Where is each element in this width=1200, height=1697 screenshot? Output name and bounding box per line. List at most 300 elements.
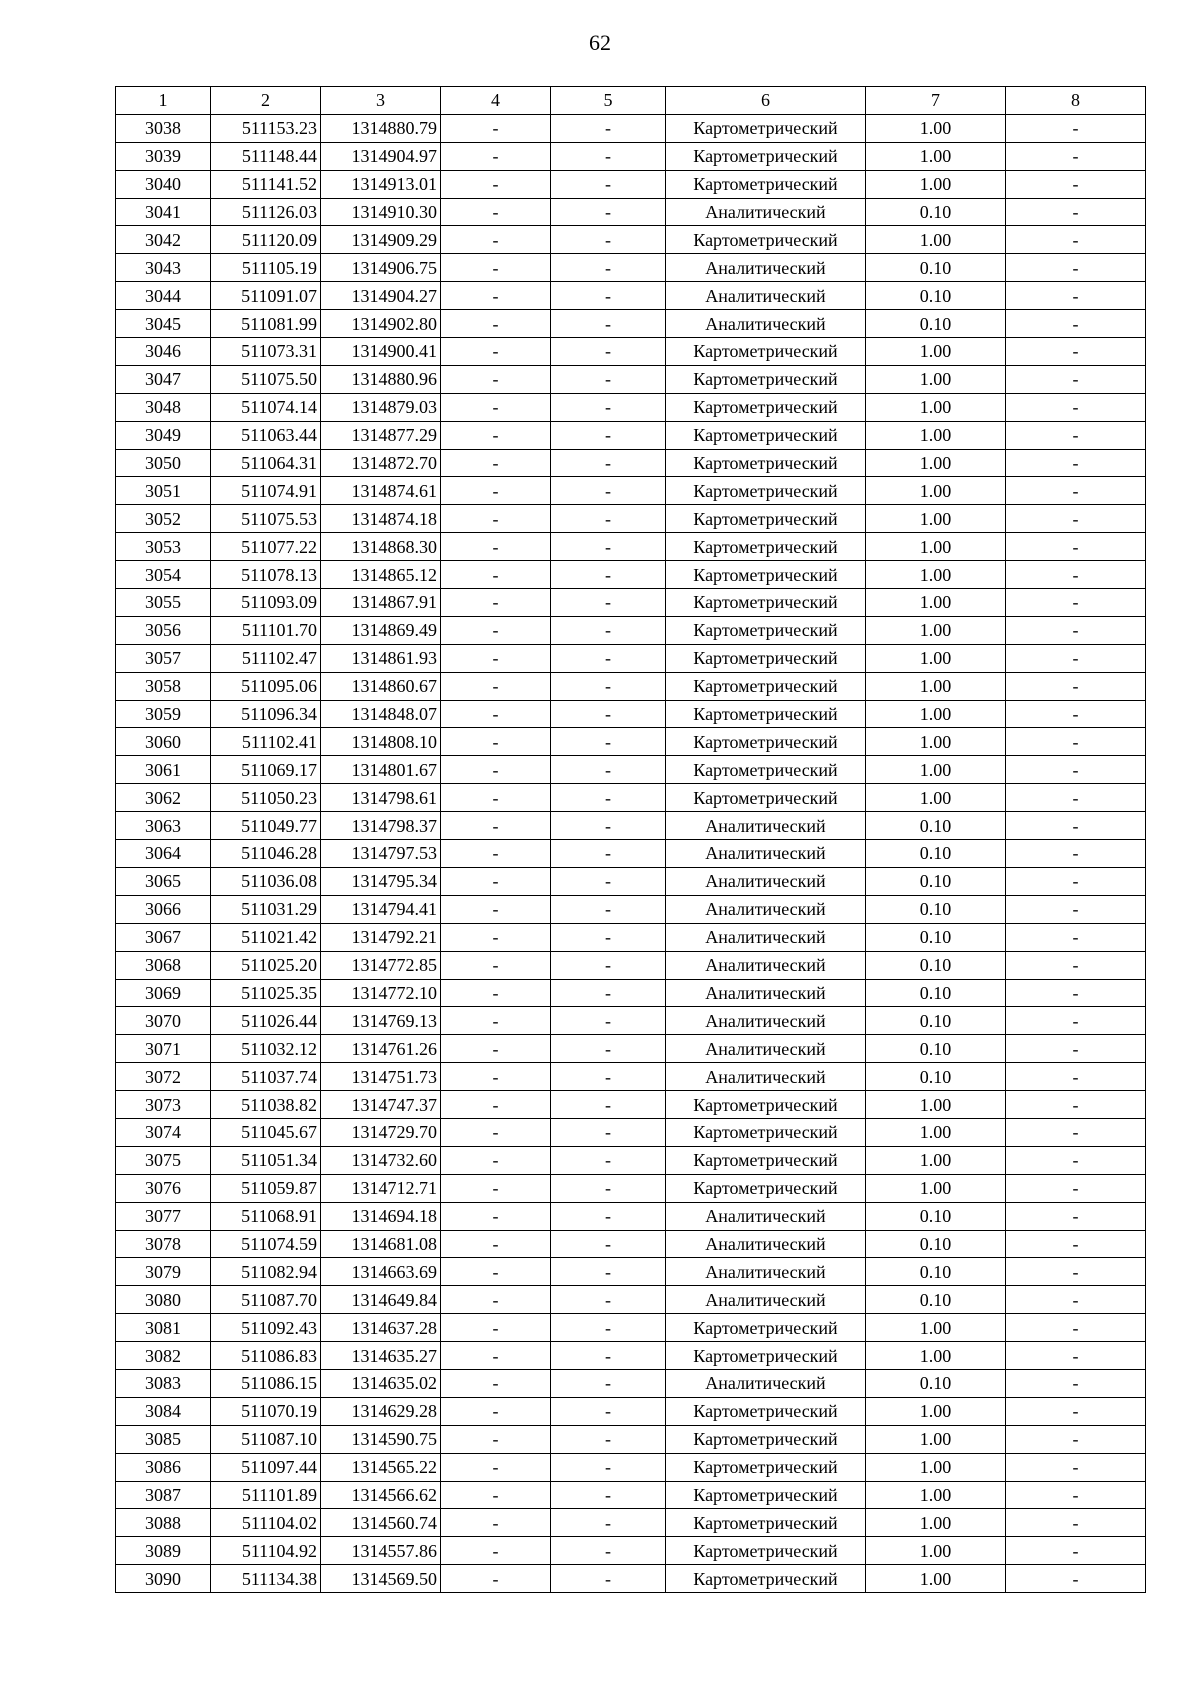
col8-cell: - [1006, 254, 1146, 282]
table-row [116, 812, 1146, 840]
column-header: 8 [1006, 87, 1146, 115]
method-cell: Картометрический [666, 533, 866, 561]
accuracy-cell: 1.00 [866, 1174, 1006, 1202]
x-coordinate-cell: 511073.31 [211, 338, 321, 366]
table-row [116, 1342, 1146, 1370]
accuracy-cell: 1.00 [866, 672, 1006, 700]
accuracy-cell: 0.10 [866, 867, 1006, 895]
col8-cell: - [1006, 142, 1146, 170]
accuracy-cell: 1.00 [866, 1146, 1006, 1174]
col5-cell: - [551, 1146, 666, 1174]
col5-cell: - [551, 1397, 666, 1425]
table-row [116, 338, 1146, 366]
x-coordinate-cell: 511093.09 [211, 589, 321, 617]
point-number-cell: 3078 [116, 1230, 211, 1258]
method-cell: Картометрический [666, 1397, 866, 1425]
x-coordinate-cell: 511037.74 [211, 1063, 321, 1091]
accuracy-cell: 0.10 [866, 979, 1006, 1007]
x-coordinate-cell: 511074.14 [211, 393, 321, 421]
y-coordinate-cell: 1314872.70 [321, 449, 441, 477]
method-cell: Картометрический [666, 1118, 866, 1146]
table-row [116, 784, 1146, 812]
accuracy-cell: 0.10 [866, 1007, 1006, 1035]
x-coordinate-cell: 511126.03 [211, 198, 321, 226]
col4-cell: - [441, 812, 551, 840]
col8-cell: - [1006, 505, 1146, 533]
y-coordinate-cell: 1314880.96 [321, 365, 441, 393]
method-cell: Картометрический [666, 226, 866, 254]
point-number-cell: 3059 [116, 700, 211, 728]
point-number-cell: 3088 [116, 1509, 211, 1537]
column-header: 5 [551, 87, 666, 115]
y-coordinate-cell: 1314848.07 [321, 700, 441, 728]
method-cell: Аналитический [666, 1286, 866, 1314]
y-coordinate-cell: 1314663.69 [321, 1258, 441, 1286]
accuracy-cell: 1.00 [866, 449, 1006, 477]
method-cell: Картометрический [666, 1314, 866, 1342]
point-number-cell: 3053 [116, 533, 211, 561]
method-cell: Аналитический [666, 1035, 866, 1063]
col8-cell: - [1006, 589, 1146, 617]
col5-cell: - [551, 1286, 666, 1314]
x-coordinate-cell: 511077.22 [211, 533, 321, 561]
table-row [116, 700, 1146, 728]
table-row [116, 310, 1146, 338]
method-cell: Картометрический [666, 1342, 866, 1370]
method-cell: Картометрический [666, 365, 866, 393]
table-row [116, 1565, 1146, 1593]
col4-cell: - [441, 1118, 551, 1146]
accuracy-cell: 1.00 [866, 616, 1006, 644]
col5-cell: - [551, 282, 666, 310]
y-coordinate-cell: 1314865.12 [321, 561, 441, 589]
point-number-cell: 3083 [116, 1369, 211, 1397]
point-number-cell: 3049 [116, 421, 211, 449]
table-row [116, 1537, 1146, 1565]
col8-cell: - [1006, 338, 1146, 366]
col8-cell: - [1006, 1565, 1146, 1593]
y-coordinate-cell: 1314797.53 [321, 840, 441, 868]
col4-cell: - [441, 477, 551, 505]
method-cell: Картометрический [666, 1565, 866, 1593]
accuracy-cell: 1.00 [866, 170, 1006, 198]
y-coordinate-cell: 1314880.79 [321, 114, 441, 142]
accuracy-cell: 1.00 [866, 1314, 1006, 1342]
table-row [116, 1230, 1146, 1258]
col4-cell: - [441, 1063, 551, 1091]
col5-cell: - [551, 784, 666, 812]
method-cell: Аналитический [666, 1230, 866, 1258]
y-coordinate-cell: 1314861.93 [321, 644, 441, 672]
col8-cell: - [1006, 1397, 1146, 1425]
x-coordinate-cell: 511025.35 [211, 979, 321, 1007]
method-cell: Аналитический [666, 923, 866, 951]
col5-cell: - [551, 1369, 666, 1397]
method-cell: Картометрический [666, 1091, 866, 1119]
accuracy-cell: 1.00 [866, 756, 1006, 784]
point-number-cell: 3044 [116, 282, 211, 310]
y-coordinate-cell: 1314913.01 [321, 170, 441, 198]
y-coordinate-cell: 1314635.27 [321, 1342, 441, 1370]
point-number-cell: 3051 [116, 477, 211, 505]
accuracy-cell: 0.10 [866, 310, 1006, 338]
point-number-cell: 3066 [116, 895, 211, 923]
method-cell: Картометрический [666, 589, 866, 617]
point-number-cell: 3052 [116, 505, 211, 533]
col8-cell: - [1006, 644, 1146, 672]
accuracy-cell: 0.10 [866, 1369, 1006, 1397]
x-coordinate-cell: 511087.70 [211, 1286, 321, 1314]
y-coordinate-cell: 1314649.84 [321, 1286, 441, 1314]
y-coordinate-cell: 1314629.28 [321, 1397, 441, 1425]
x-coordinate-cell: 511081.99 [211, 310, 321, 338]
col4-cell: - [441, 756, 551, 784]
col4-cell: - [441, 1007, 551, 1035]
y-coordinate-cell: 1314635.02 [321, 1369, 441, 1397]
col8-cell: - [1006, 923, 1146, 951]
col5-cell: - [551, 1230, 666, 1258]
method-cell: Картометрический [666, 756, 866, 784]
col5-cell: - [551, 254, 666, 282]
table-row [116, 895, 1146, 923]
accuracy-cell: 1.00 [866, 226, 1006, 254]
method-cell: Картометрический [666, 477, 866, 505]
point-number-cell: 3089 [116, 1537, 211, 1565]
col4-cell: - [441, 142, 551, 170]
table-row [116, 114, 1146, 142]
y-coordinate-cell: 1314801.67 [321, 756, 441, 784]
col4-cell: - [441, 421, 551, 449]
x-coordinate-cell: 511064.31 [211, 449, 321, 477]
point-number-cell: 3056 [116, 616, 211, 644]
col5-cell: - [551, 170, 666, 198]
method-cell: Картометрический [666, 449, 866, 477]
method-cell: Картометрический [666, 170, 866, 198]
col8-cell: - [1006, 1007, 1146, 1035]
col4-cell: - [441, 1035, 551, 1063]
table-row [116, 1063, 1146, 1091]
table-row [116, 1007, 1146, 1035]
accuracy-cell: 0.10 [866, 1286, 1006, 1314]
col8-cell: - [1006, 1091, 1146, 1119]
y-coordinate-cell: 1314808.10 [321, 728, 441, 756]
col5-cell: - [551, 338, 666, 366]
accuracy-cell: 1.00 [866, 1481, 1006, 1509]
x-coordinate-cell: 511051.34 [211, 1146, 321, 1174]
table-row [116, 1425, 1146, 1453]
col4-cell: - [441, 1425, 551, 1453]
col8-cell: - [1006, 170, 1146, 198]
point-number-cell: 3082 [116, 1342, 211, 1370]
method-cell: Картометрический [666, 1425, 866, 1453]
x-coordinate-cell: 511104.02 [211, 1509, 321, 1537]
method-cell: Картометрический [666, 114, 866, 142]
table-row [116, 644, 1146, 672]
table-row [116, 1146, 1146, 1174]
col4-cell: - [441, 1453, 551, 1481]
col4-cell: - [441, 616, 551, 644]
x-coordinate-cell: 511070.19 [211, 1397, 321, 1425]
y-coordinate-cell: 1314795.34 [321, 867, 441, 895]
x-coordinate-cell: 511086.15 [211, 1369, 321, 1397]
point-number-cell: 3043 [116, 254, 211, 282]
x-coordinate-cell: 511025.20 [211, 951, 321, 979]
col5-cell: - [551, 756, 666, 784]
point-number-cell: 3062 [116, 784, 211, 812]
method-cell: Аналитический [666, 951, 866, 979]
col8-cell: - [1006, 1425, 1146, 1453]
point-number-cell: 3090 [116, 1565, 211, 1593]
col5-cell: - [551, 589, 666, 617]
table-row [116, 589, 1146, 617]
table-row [116, 840, 1146, 868]
x-coordinate-cell: 511075.50 [211, 365, 321, 393]
x-coordinate-cell: 511102.41 [211, 728, 321, 756]
accuracy-cell: 0.10 [866, 1063, 1006, 1091]
point-number-cell: 3039 [116, 142, 211, 170]
col4-cell: - [441, 254, 551, 282]
accuracy-cell: 0.10 [866, 1230, 1006, 1258]
col4-cell: - [441, 365, 551, 393]
accuracy-cell: 1.00 [866, 1565, 1006, 1593]
col5-cell: - [551, 1063, 666, 1091]
col4-cell: - [441, 1509, 551, 1537]
method-cell: Аналитический [666, 867, 866, 895]
y-coordinate-cell: 1314798.61 [321, 784, 441, 812]
point-number-cell: 3068 [116, 951, 211, 979]
col4-cell: - [441, 644, 551, 672]
col4-cell: - [441, 1314, 551, 1342]
accuracy-cell: 1.00 [866, 589, 1006, 617]
accuracy-cell: 0.10 [866, 923, 1006, 951]
x-coordinate-cell: 511102.47 [211, 644, 321, 672]
point-number-cell: 3038 [116, 114, 211, 142]
table-row [116, 1314, 1146, 1342]
page-number: 62 [589, 30, 611, 55]
point-number-cell: 3080 [116, 1286, 211, 1314]
x-coordinate-cell: 511050.23 [211, 784, 321, 812]
col4-cell: - [441, 1481, 551, 1509]
table-row [116, 226, 1146, 254]
table-row [116, 1453, 1146, 1481]
x-coordinate-cell: 511087.10 [211, 1425, 321, 1453]
y-coordinate-cell: 1314569.50 [321, 1565, 441, 1593]
col8-cell: - [1006, 477, 1146, 505]
column-header: 6 [666, 87, 866, 115]
x-coordinate-cell: 511101.70 [211, 616, 321, 644]
col4-cell: - [441, 561, 551, 589]
point-number-cell: 3077 [116, 1202, 211, 1230]
method-cell: Картометрический [666, 1537, 866, 1565]
x-coordinate-cell: 511049.77 [211, 812, 321, 840]
table-row [116, 1091, 1146, 1119]
accuracy-cell: 0.10 [866, 1035, 1006, 1063]
point-number-cell: 3046 [116, 338, 211, 366]
point-number-cell: 3075 [116, 1146, 211, 1174]
x-coordinate-cell: 511068.91 [211, 1202, 321, 1230]
col4-cell: - [441, 226, 551, 254]
col4-cell: - [441, 310, 551, 338]
col8-cell: - [1006, 1146, 1146, 1174]
col5-cell: - [551, 616, 666, 644]
y-coordinate-cell: 1314798.37 [321, 812, 441, 840]
table-row [116, 979, 1146, 1007]
col5-cell: - [551, 951, 666, 979]
method-cell: Аналитический [666, 840, 866, 868]
col5-cell: - [551, 1202, 666, 1230]
accuracy-cell: 0.10 [866, 840, 1006, 868]
method-cell: Аналитический [666, 812, 866, 840]
col8-cell: - [1006, 1509, 1146, 1537]
col4-cell: - [441, 1258, 551, 1286]
accuracy-cell: 1.00 [866, 393, 1006, 421]
col8-cell: - [1006, 728, 1146, 756]
x-coordinate-cell: 511032.12 [211, 1035, 321, 1063]
col5-cell: - [551, 1453, 666, 1481]
col4-cell: - [441, 170, 551, 198]
col5-cell: - [551, 198, 666, 226]
x-coordinate-cell: 511046.28 [211, 840, 321, 868]
col5-cell: - [551, 1481, 666, 1509]
col8-cell: - [1006, 1453, 1146, 1481]
y-coordinate-cell: 1314792.21 [321, 923, 441, 951]
col4-cell: - [441, 449, 551, 477]
x-coordinate-cell: 511069.17 [211, 756, 321, 784]
method-cell: Аналитический [666, 1202, 866, 1230]
method-cell: Картометрический [666, 1453, 866, 1481]
x-coordinate-cell: 511101.89 [211, 1481, 321, 1509]
point-number-cell: 3045 [116, 310, 211, 338]
y-coordinate-cell: 1314557.86 [321, 1537, 441, 1565]
point-number-cell: 3040 [116, 170, 211, 198]
point-number-cell: 3079 [116, 1258, 211, 1286]
col5-cell: - [551, 533, 666, 561]
col8-cell: - [1006, 1342, 1146, 1370]
method-cell: Аналитический [666, 979, 866, 1007]
x-coordinate-cell: 511021.42 [211, 923, 321, 951]
table-row [116, 170, 1146, 198]
col4-cell: - [441, 840, 551, 868]
method-cell: Картометрический [666, 505, 866, 533]
col8-cell: - [1006, 198, 1146, 226]
point-number-cell: 3081 [116, 1314, 211, 1342]
y-coordinate-cell: 1314860.67 [321, 672, 441, 700]
x-coordinate-cell: 511141.52 [211, 170, 321, 198]
column-header: 2 [211, 87, 321, 115]
method-cell: Картометрический [666, 644, 866, 672]
x-coordinate-cell: 511082.94 [211, 1258, 321, 1286]
table-row [116, 142, 1146, 170]
col4-cell: - [441, 114, 551, 142]
col5-cell: - [551, 1118, 666, 1146]
col4-cell: - [441, 198, 551, 226]
column-header: 3 [321, 87, 441, 115]
point-number-cell: 3072 [116, 1063, 211, 1091]
y-coordinate-cell: 1314869.49 [321, 616, 441, 644]
point-number-cell: 3057 [116, 644, 211, 672]
accuracy-cell: 1.00 [866, 561, 1006, 589]
col5-cell: - [551, 561, 666, 589]
y-coordinate-cell: 1314794.41 [321, 895, 441, 923]
accuracy-cell: 0.10 [866, 254, 1006, 282]
y-coordinate-cell: 1314874.18 [321, 505, 441, 533]
col5-cell: - [551, 477, 666, 505]
method-cell: Аналитический [666, 895, 866, 923]
point-number-cell: 3041 [116, 198, 211, 226]
table-row [116, 561, 1146, 589]
method-cell: Аналитический [666, 254, 866, 282]
x-coordinate-cell: 511078.13 [211, 561, 321, 589]
col8-cell: - [1006, 700, 1146, 728]
table-row [116, 1118, 1146, 1146]
col4-cell: - [441, 1146, 551, 1174]
coordinates-table [115, 86, 1146, 1593]
y-coordinate-cell: 1314769.13 [321, 1007, 441, 1035]
col8-cell: - [1006, 979, 1146, 1007]
accuracy-cell: 1.00 [866, 365, 1006, 393]
method-cell: Картометрический [666, 561, 866, 589]
y-coordinate-cell: 1314565.22 [321, 1453, 441, 1481]
table-row [116, 1286, 1146, 1314]
col4-cell: - [441, 393, 551, 421]
column-header: 7 [866, 87, 1006, 115]
col8-cell: - [1006, 616, 1146, 644]
y-coordinate-cell: 1314772.10 [321, 979, 441, 1007]
col5-cell: - [551, 226, 666, 254]
method-cell: Картометрический [666, 1509, 866, 1537]
point-number-cell: 3076 [116, 1174, 211, 1202]
point-number-cell: 3055 [116, 589, 211, 617]
accuracy-cell: 1.00 [866, 1453, 1006, 1481]
x-coordinate-cell: 511075.53 [211, 505, 321, 533]
col5-cell: - [551, 672, 666, 700]
accuracy-cell: 1.00 [866, 728, 1006, 756]
col8-cell: - [1006, 1035, 1146, 1063]
col8-cell: - [1006, 1202, 1146, 1230]
point-number-cell: 3070 [116, 1007, 211, 1035]
method-cell: Картометрический [666, 1146, 866, 1174]
method-cell: Картометрический [666, 338, 866, 366]
table-row [116, 254, 1146, 282]
col8-cell: - [1006, 867, 1146, 895]
col5-cell: - [551, 1091, 666, 1119]
col5-cell: - [551, 923, 666, 951]
method-cell: Аналитический [666, 310, 866, 338]
col5-cell: - [551, 867, 666, 895]
accuracy-cell: 0.10 [866, 812, 1006, 840]
method-cell: Картометрический [666, 1481, 866, 1509]
method-cell: Картометрический [666, 393, 866, 421]
x-coordinate-cell: 511148.44 [211, 142, 321, 170]
col5-cell: - [551, 393, 666, 421]
table-row [116, 1397, 1146, 1425]
col5-cell: - [551, 1174, 666, 1202]
col8-cell: - [1006, 1063, 1146, 1091]
table-row [116, 282, 1146, 310]
y-coordinate-cell: 1314900.41 [321, 338, 441, 366]
point-number-cell: 3058 [116, 672, 211, 700]
col8-cell: - [1006, 1258, 1146, 1286]
point-number-cell: 3065 [116, 867, 211, 895]
table-row [116, 449, 1146, 477]
col8-cell: - [1006, 756, 1146, 784]
col4-cell: - [441, 672, 551, 700]
table-row [116, 1202, 1146, 1230]
col4-cell: - [441, 951, 551, 979]
y-coordinate-cell: 1314874.61 [321, 477, 441, 505]
x-coordinate-cell: 511026.44 [211, 1007, 321, 1035]
y-coordinate-cell: 1314681.08 [321, 1230, 441, 1258]
